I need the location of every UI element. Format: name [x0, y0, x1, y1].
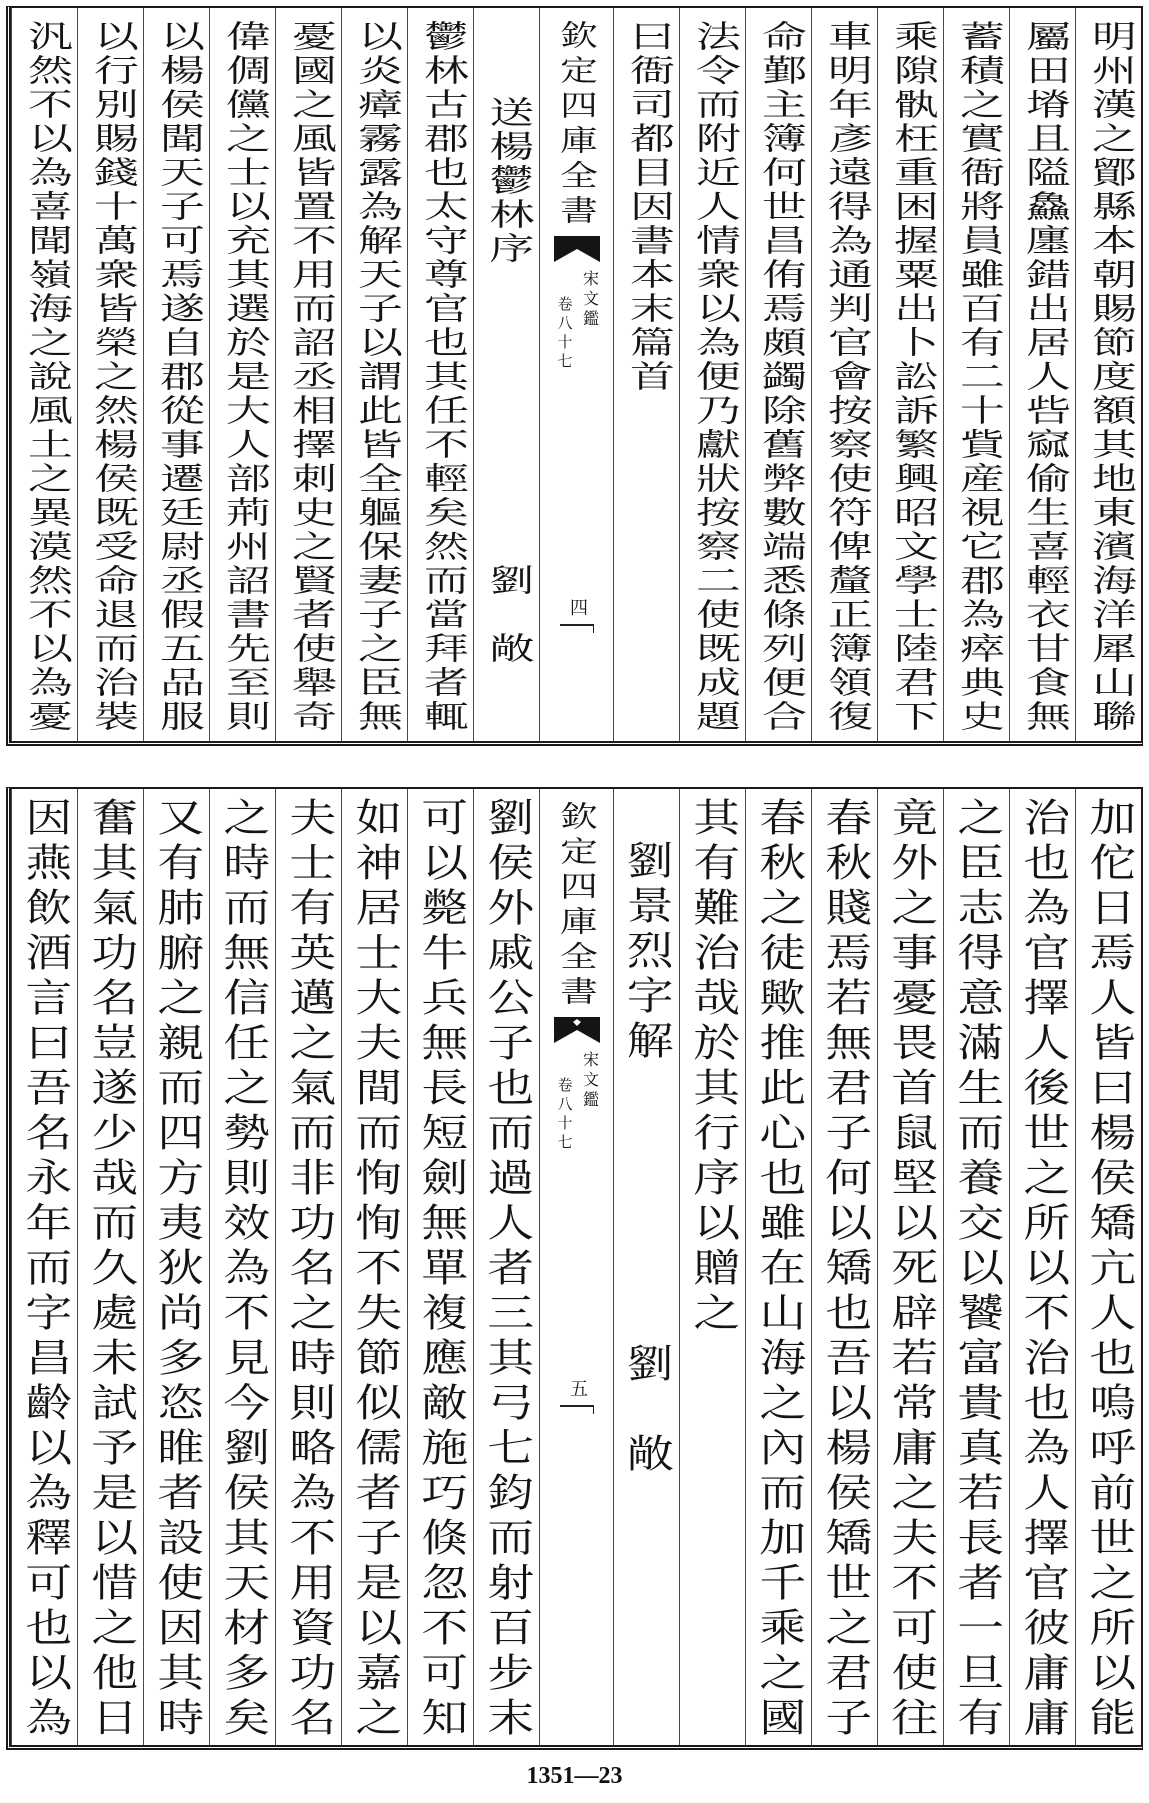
text-column: 夫士有英邁之氣而非功名之時則略為不用資功名 [281, 797, 336, 1742]
text-column: 治也為官擇人後世之所以不治也為人擇官彼庸庸 [1015, 797, 1070, 1742]
center-margin [539, 789, 613, 1745]
essay-author: 劉 敞 [619, 1343, 673, 1478]
page-number: 五 [567, 1379, 588, 1397]
text-column: 加佗日焉人皆曰楊侯矯亢人也嗚呼前世之所以能 [1081, 797, 1136, 1742]
text-column: 鬱林古郡也太守尊官也其任不輕矣然而當拜者輒 [415, 20, 468, 734]
text-column: 以楊侯聞天子可焉遂自郡從事遷廷尉丞假五品服 [151, 20, 204, 734]
essay-author: 劉 敞 [480, 564, 533, 666]
text-column: 又有肺腑之親而四方夷狄尚多恣睢者設使因其時 [149, 797, 204, 1742]
essay-title: 送楊鬱林序 [480, 96, 533, 266]
text-column: 春秋賤焉若無君子何以矯也吾以楊侯矯世之君子 [817, 797, 872, 1742]
text-column: 之臣志得意滿生而養交以饕富貴真若長者一旦有 [949, 797, 1004, 1742]
juan-number: 卷八十七 [555, 296, 574, 372]
text-column: 命鄞主簿何世昌侑焉頗蠲除舊弊數端悉條列便合 [753, 20, 806, 734]
upper-left-half [11, 8, 539, 741]
lower-page-row [11, 789, 1141, 1745]
lower-left-half [11, 789, 539, 1745]
page-number: 四 [567, 598, 588, 616]
text-column: 屬田塉且隘鱻廛錯出居人呰窳偷生喜輕衣甘食無 [1017, 20, 1070, 734]
fishtail-mark-icon [554, 236, 600, 262]
text-column: 劉侯外戚公子也而過人者三其弓七鈞而射百步末 [479, 797, 534, 1742]
juan-number: 卷八十七 [555, 1077, 574, 1153]
text-column: 曰衙司都目因書本末篇首 [621, 20, 674, 394]
text-column: 因燕飲酒言曰吾名永年而字昌齡以為釋可也以為 [17, 797, 72, 1742]
text-column: 如神居士大夫間而恂恂不失節似儒者子是以嘉之 [347, 797, 402, 1742]
text-column: 奮其氣功名豈遂少哉而久處未試予是以惜之他日 [83, 797, 138, 1742]
essay-title: 劉景烈字解 [619, 840, 673, 1065]
essay-heading [619, 789, 673, 1745]
book-title: 欽定四庫全書 [554, 801, 600, 1011]
upper-page-row [11, 8, 1141, 741]
text-column: 偉倜儻之士以充其選於是大人部荊州詔書先至則 [217, 20, 270, 734]
fishtail-mark-icon [554, 1017, 600, 1043]
lower-right-half [613, 789, 1141, 1745]
work-title: 宋文鑑 [580, 1051, 600, 1111]
text-column: 春秋之徒歟推此心也雖在山海之內而加千乘之國 [751, 797, 806, 1742]
text-column: 之時而無信任之勢則效為不見今劉侯其天材多矣 [215, 797, 270, 1742]
lower-page [6, 787, 1143, 1750]
center-margin [539, 8, 613, 741]
essay-heading [480, 8, 533, 741]
lower-margin-mark-icon [560, 1405, 594, 1415]
text-column: 汎然不以為喜聞嶺海之說風土之異漠然不以為憂 [19, 20, 72, 734]
upper-right-half [613, 8, 1141, 741]
text-column: 車明年彥遠得為通判官會按察使符俾釐正簿領復 [819, 20, 872, 734]
lower-margin-mark-icon [560, 624, 594, 634]
work-title: 宋文鑑 [580, 270, 600, 330]
text-column: 乘隙骫枉重困握粟出卜訟訴繁興昭文學士陸君下 [885, 20, 938, 734]
margin-subtitle [540, 270, 614, 372]
text-column: 以行別賜錢十萬衆皆榮之然楊侯既受命退而治裝 [85, 20, 138, 734]
text-column: 蓄積之實衙將員雖百有二十貲産視它郡為瘁典史 [951, 20, 1004, 734]
margin-subtitle [540, 1051, 614, 1153]
text-column: 其有難治哉於其行序以贈之 [685, 797, 740, 1337]
text-column: 明州漢之鄮縣本朝賜節度額其地東濱海洋犀山聯 [1083, 20, 1136, 734]
text-column: 法令而附近人情衆以為便乃獻狀按察二使既成題 [687, 20, 740, 734]
text-column: 憂國之風皆置不用而詔丞相擇刺史之賢者使舉奇 [283, 20, 336, 734]
text-column: 以炎瘴霧露為解天子以謂此皆全軀保妻子之臣無 [349, 20, 402, 734]
text-column: 可以斃牛兵無長短劍無單複應敵施巧倏忽不可知 [413, 797, 468, 1742]
text-column: 竟外之事憂畏首鼠堅以死辟若常庸之夫不可使往 [883, 797, 938, 1742]
book-title: 欽定四庫全書 [554, 20, 600, 230]
page-reference: 1351—23 [526, 1763, 623, 1789]
upper-page [6, 6, 1143, 746]
